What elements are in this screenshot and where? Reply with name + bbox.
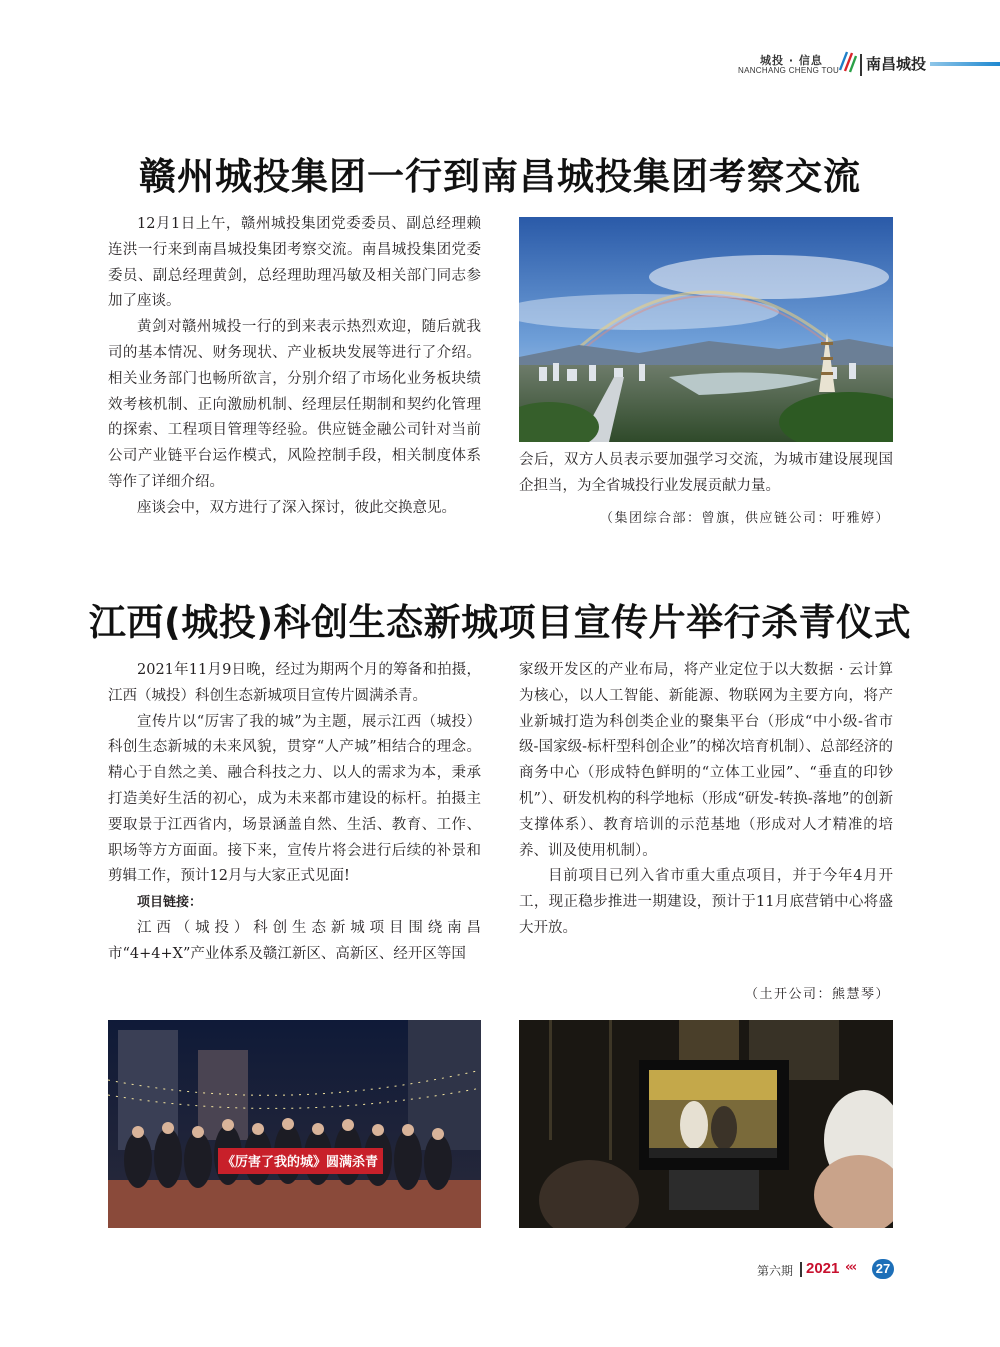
page-number: 27 <box>872 1259 894 1279</box>
chevrons-icon: ‹‹‹ <box>845 1260 856 1275</box>
article1-credit: （集团综合部：曾旗，供应链公司：吁雅婷） <box>599 511 890 526</box>
article2-right-paragraph: 目前项目已列入省市重大重点项目，并于今年4月开工，现正稳步推进一期建设，预计于11月底营销中心将盛大开放。 <box>519 868 893 936</box>
header-brand-cn: 城投 · 信息 <box>760 54 823 67</box>
header-brand-en: NANCHANG CHENG TOU <box>738 66 840 75</box>
article2-link-text: 江西（城投）科创生态新城项目围绕南昌市“4+4+X”产业体系及赣江新区、高新区、经开区等国 <box>108 919 481 962</box>
project-link-label: 项目链接： <box>137 895 203 911</box>
rainbow-city-photo <box>519 217 893 442</box>
article2-paragraph: 2021年11月9日晚，经过为期两个月的筹备和拍摄，江西（城投）科创生态新城项目宣传片圆满杀青。 <box>108 662 481 704</box>
city-investment-logo-icon <box>837 48 857 74</box>
header-divider <box>860 54 862 76</box>
article1-column-left <box>108 212 481 522</box>
article2-right-paragraph: 家级开发区的产业布局，将产业定位于以大数据 · 云计算为核心，以人工智能、新能源、物联网为主要方向，将产业新城打造为科创类企业的聚集平台（形成“中小级-省市级-国家级-标杆型科创企业”的梯次培育机制）、总部经济的商务中心（形成特色鲜明的“立体工业园”、“垂直的印钞机”）、研发机构的科学地标（形成“研发-转换-落地”的创新支撑体系）、教育培训的示范基地（形成对人才精准的培养、训及使用机制）。 <box>519 662 893 859</box>
header-accent-line <box>930 62 1000 66</box>
article2-link-heading <box>108 890 481 916</box>
header-section-title: 南昌城投 <box>866 55 927 73</box>
filming-monitor-photo <box>519 1020 893 1228</box>
article1-continuation: 会后，双方人员表示要加强学习交流，为城市建设展现国企担当，为全省城投行业发展贡献力量。 <box>519 452 893 494</box>
footer-issue: 第六期 <box>757 1264 794 1278</box>
article1-column-right <box>519 448 893 500</box>
article1-paragraph: 黄剑对赣州城投一行的到来表示热烈欢迎，随后就我司的基本情况、财务现状、产业板块发展等进行了介绍。相关业务部门也畅所欲言，分别介绍了市场化业务板块绩效考核机制、正向激励机制、经理层任期制和契约化管理的探索、工程项目管理等经验。供应链金融公司针对当前公司产业链平台运作模式，风险控制手段，相关制度体系等作了详细介绍。 <box>108 319 481 490</box>
article2-column-left <box>108 658 481 968</box>
article1-title: 赣州城投集团一行到南昌城投集团考察交流 <box>139 155 861 198</box>
article2-paragraph: 宣传片以“厉害了我的城”为主题，展示江西（城投）科创生态新城的未来风貌，贯穿“人产城”相结合的理念。精心于自然之美、融合科技之力、以人的需求为本，秉承打造美好生活的初心，成为未来都市建设的标杆。拍摄主要取景于江西省内，场景涵盖自然、生活、教育、工作、职场等方方面面。接下来，宣传片将会进行后续的补景和剪辑工作，预计12月与大家正式见面! <box>108 713 481 885</box>
footer-divider <box>800 1262 802 1277</box>
article2-credit: （土开公司：熊慧琴） <box>744 987 890 1002</box>
article2-column-right <box>519 658 893 942</box>
article2-title: 江西(城投)科创生态新城项目宣传片举行杀青仪式 <box>88 601 912 644</box>
banner-text: 《厉害了我的城》圆满杀青 <box>221 1155 379 1170</box>
article1-paragraph: 座谈会中，双方进行了深入探讨，彼此交换意见。 <box>137 499 456 516</box>
wrap-ceremony-group-photo <box>108 1020 481 1228</box>
footer-year: 2021 <box>806 1260 840 1277</box>
article1-paragraph: 12月1日上午，赣州城投集团党委委员、副总经理赖连洪一行来到南昌城投集团考察交流。南昌城投集团党委委员、副总经理黄剑，总经理助理冯敏及相关部门同志参加了座谈。 <box>108 216 481 310</box>
